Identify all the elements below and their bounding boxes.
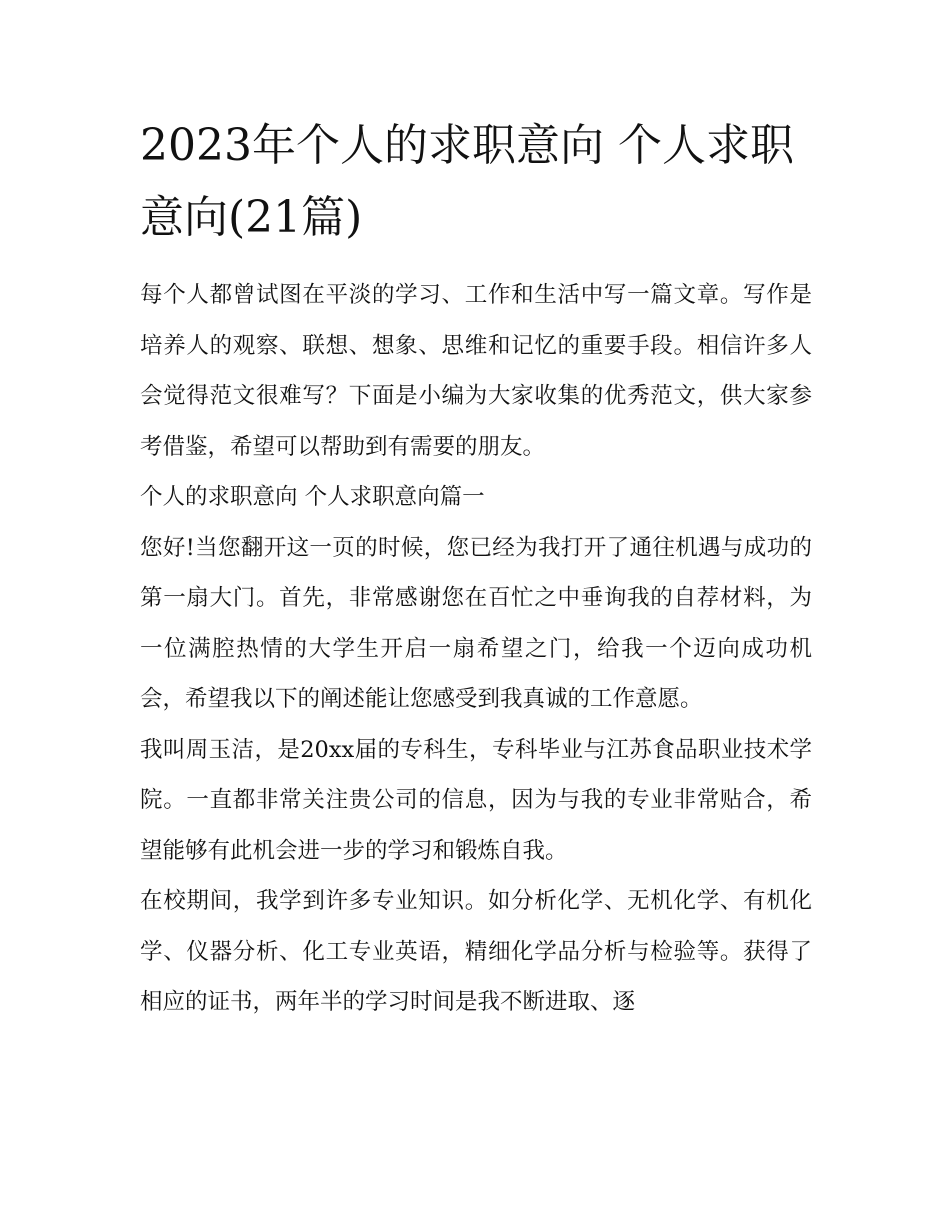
document-body: [140, 270, 812, 1028]
paragraph-intro: 每个人都曾试图在平淡的学习、工作和生活中写一篇文章。写作是培养人的观察、联想、想象、思维和记忆的重要手段。相信许多人会觉得范文很难写？下面是小编为大家收集的优秀范文，供大家参考借鉴，希望可以帮助到有需要的朋友。: [140, 282, 812, 460]
section-heading: 个人的求职意向 个人求职意向篇一: [140, 484, 485, 510]
paragraph-greeting: 您好!当您翻开这一页的时候，您已经为我打开了通往机遇与成功的第一扇大门。首先，非常感谢您在百忙之中垂询我的自荐材料，为一位满腔热情的大学生开启一扇希望之门，给我一个迈向成功机会，希望我以下的阐述能让您感受到我真诚的工作意愿。: [140, 534, 812, 712]
document-page: [140, 110, 812, 1028]
document-title: 2023年个人的求职意向 个人求职意向(21篇): [140, 120, 794, 243]
paragraph-education: 在校期间，我学到许多专业知识。如分析化学、无机化学、有机化学、仪器分析、化工专业英语，精细化学品分析与检验等。获得了相应的证书，两年半的学习时间是我不断进取、逐: [140, 888, 812, 1015]
paragraph-self-intro: 我叫周玉洁，是20xx届的专科生，专科毕业与江苏食品职业技术学院。一直都非常关注贵公司的信息，因为与我的专业非常贴合，希望能够有此机会进一步的学习和锻炼自我。: [140, 736, 812, 864]
